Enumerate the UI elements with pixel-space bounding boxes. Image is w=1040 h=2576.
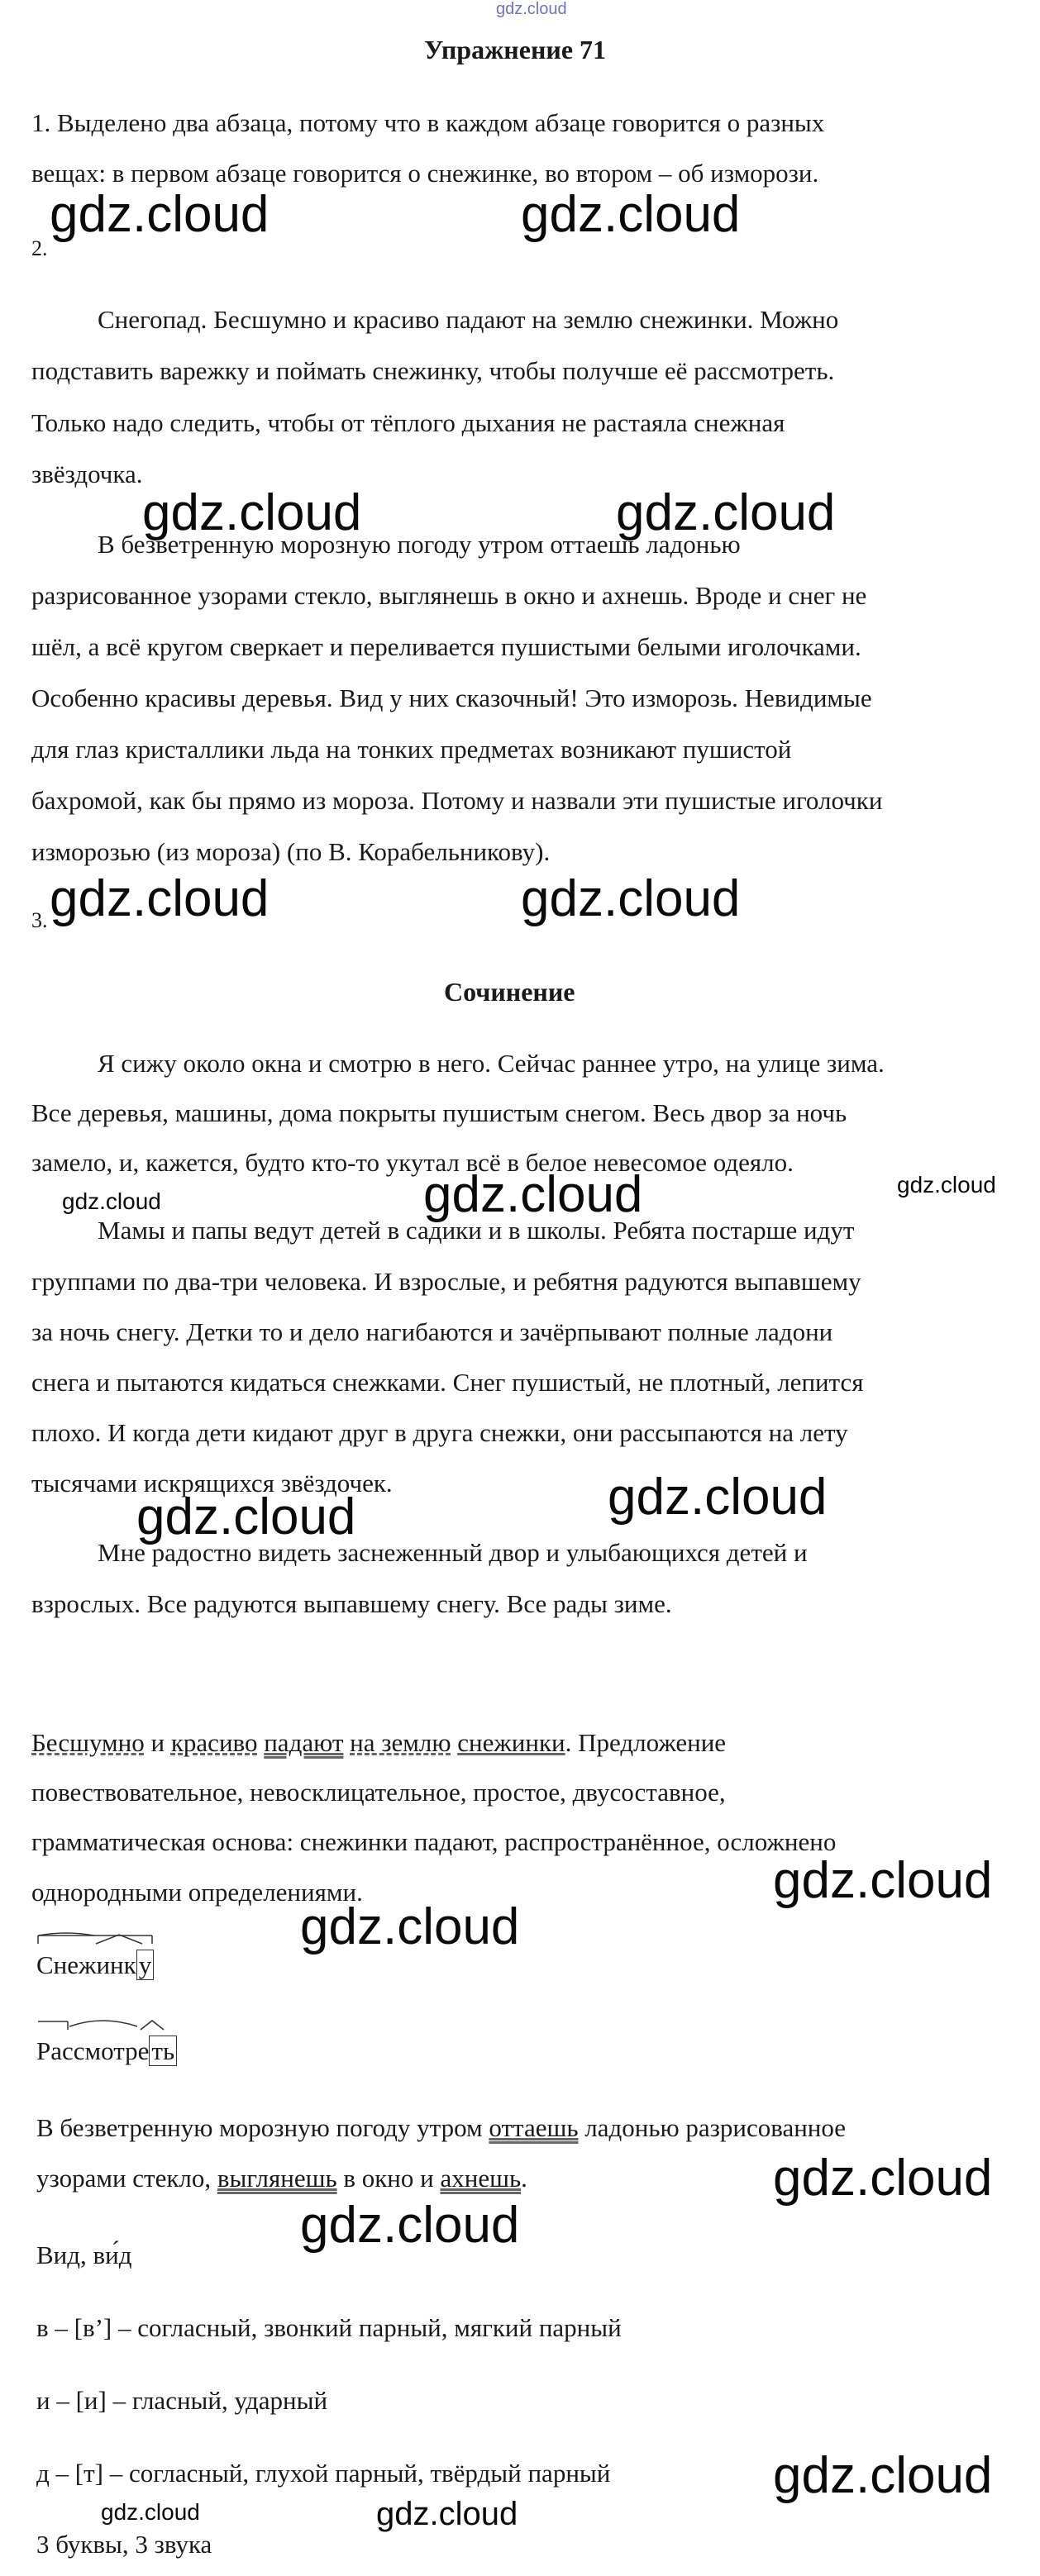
- morph-snezhinku: [36, 1936, 185, 1979]
- p1-line2: подставить варежку и поймать снежинку, чтобы получше её рассмотреть.: [31, 356, 835, 385]
- word-besshumno: Бесшумно: [31, 1728, 145, 1757]
- essay-p3-line2: взрослых. Все радуются выпавшему снегу. Все рады зиме.: [31, 1589, 672, 1618]
- p2-line7: изморозью (из мороза) (по В. Корабельникову).: [31, 837, 551, 866]
- morph2-ending: ть: [149, 2036, 177, 2066]
- watermark: gdz.cloud: [521, 870, 741, 927]
- watermark: gdz.cloud: [521, 186, 741, 243]
- watermark: gdz.cloud: [608, 1469, 828, 1526]
- analysis-sentence: [31, 1727, 726, 1759]
- verb-akhnesh: ахнешь: [440, 2164, 522, 2193]
- sentence2-line2: [36, 2163, 527, 2195]
- task1-line2: вещах: в первом абзаце говорится о снежинке, во втором – об изморози.: [31, 159, 819, 188]
- essay-p1-line2: Все деревья, машины, дома покрыты пушистым снегом. Весь двор за ночь: [31, 1098, 847, 1127]
- analysis-rest: . Предложение: [565, 1728, 727, 1757]
- watermark: gdz.cloud: [773, 2447, 993, 2504]
- p2-line4: Особенно красивы деревья. Вид у них сказочный! Это изморозь. Невидимые: [31, 683, 872, 712]
- p1-line3: Только надо следить, чтобы от тёплого дыхания не растаяла снежная: [31, 408, 785, 437]
- task2-number: 2.: [31, 236, 48, 260]
- word-na-zemlyu: на землю: [350, 1728, 451, 1757]
- sentence2-part-c: ладонью разрисованное: [578, 2113, 847, 2142]
- essay-p2-line2: группами по два-три человека. И взрослые, и ребятня радуются выпавшему: [31, 1267, 861, 1296]
- watermark: gdz.cloud: [423, 1166, 643, 1223]
- essay-p3-line1: Мне радостно видеть заснеженный двор и улыбающихся детей и: [98, 1538, 808, 1567]
- p2-line2: разрисованное узорами стекло, выглянешь в окно и ахнешь. Вроде и снег не: [31, 581, 867, 610]
- task3-number: 3.: [31, 908, 48, 932]
- watermark: gdz.cloud: [50, 186, 270, 243]
- essay-p2-line5: плохо. И когда дети кидают друг в друга снежки, они рассыпаются на лету: [31, 1418, 848, 1447]
- word-i: и: [150, 1728, 165, 1757]
- sentence2-line1: [36, 2112, 846, 2145]
- sentence2-part-d: узорами стекло,: [36, 2164, 217, 2193]
- p2-line5: для глаз кристаллики льда на тонких предметах возникают пушистой: [31, 735, 792, 764]
- essay-p2-line3: за ночь снегу. Детки то и дело нагибаются и зачёрпывают полные ладони: [31, 1317, 833, 1346]
- watermark: gdz.cloud: [300, 2197, 520, 2254]
- sentence2-part-f: в окно и: [336, 2164, 441, 2193]
- essay-p2-line4: снега и пытаются кидаться снежками. Снег пушистый, не плотный, лепится: [31, 1368, 864, 1397]
- watermark: gdz.cloud: [616, 484, 836, 541]
- watermark: gdz.cloud: [142, 484, 362, 541]
- analysis-line3: грамматическая основа: снежинки падают, распространённое, осложнено: [31, 1827, 837, 1856]
- p2-line6: бахромой, как бы прямо из мороза. Потому и назвали эти пушистые иголочки: [31, 786, 883, 815]
- watermark-top: gdz.cloud: [496, 0, 567, 18]
- verb-ottaesh: оттаешь: [489, 2113, 579, 2142]
- phonetic-count: 3 буквы, 3 звука: [36, 2530, 212, 2559]
- sentence2-part-h: .: [521, 2164, 527, 2193]
- watermark: gdz.cloud: [897, 1172, 996, 1198]
- watermark: gdz.cloud: [773, 1852, 993, 1909]
- morph1-stem: Снежинк: [36, 1950, 136, 1979]
- sentence2-part-a: В безветренную морозную погоду утром: [36, 2113, 489, 2142]
- word-krasivo: красиво: [170, 1728, 258, 1757]
- phonetic-line3: д – [т] – согласный, глухой парный, твёрдый парный: [36, 2459, 611, 2488]
- phonetic-word: Вид, ви́д: [36, 2240, 132, 2269]
- phonetic-line1: в – [в’] – согласный, звонкий парный, мягкий парный: [36, 2313, 622, 2342]
- watermark: gdz.cloud: [376, 2496, 518, 2532]
- essay-title: Сочинение: [444, 977, 575, 1007]
- p1-line4: звёздочка.: [31, 459, 143, 488]
- essay-p1-line1: Я сижу около окна и смотрю в него. Сейчас раннее утро, на улице зима.: [98, 1049, 885, 1078]
- watermark: gdz.cloud: [50, 870, 270, 927]
- analysis-line2: повествовательное, невосклицательное, простое, двусоставное,: [31, 1778, 726, 1807]
- essay-p2-line6: тысячами искрящихся звёздочек.: [31, 1469, 393, 1498]
- watermark: gdz.cloud: [136, 1488, 356, 1545]
- p2-line3: шёл, а всё кругом сверкает и переливается пушистыми белыми иголочками.: [31, 632, 861, 661]
- watermark: gdz.cloud: [62, 1188, 161, 1214]
- watermark: gdz.cloud: [773, 2150, 993, 2207]
- task1-line1: 1. Выделено два абзаца, потому что в каждом абзаце говорится о разных: [31, 108, 825, 137]
- word-snezhinki: снежинки: [457, 1728, 565, 1757]
- word-padayut: падают: [264, 1728, 344, 1757]
- morph2-stem: Рассмотре: [36, 2036, 150, 2065]
- verb-vyglyanesh: выглянешь: [217, 2164, 337, 2193]
- essay-p1-line3: замело, и, кажется, будто кто-то укутал всё в белое невесомое одеяло.: [31, 1148, 794, 1177]
- p1-line1: Снегопад. Бесшумно и красиво падают на землю снежинки. Можно: [98, 305, 839, 334]
- watermark: gdz.cloud: [101, 2499, 200, 2525]
- essay-p2-line1: Мамы и папы ведут детей в садики и в школы. Ребята постарше идут: [98, 1216, 855, 1245]
- analysis-line4: однородными определениями.: [31, 1878, 363, 1907]
- watermark: gdz.cloud: [300, 1898, 520, 1955]
- p2-line1: В безветренную морозную погоду утром оттаешь ладонью: [98, 530, 741, 559]
- morph-rassmotret: [36, 2021, 210, 2065]
- morph1-ending: у: [136, 1950, 155, 1980]
- exercise-title: Упражнение 71: [424, 35, 607, 64]
- phonetic-line2: и – [и] – гласный, ударный: [36, 2386, 328, 2415]
